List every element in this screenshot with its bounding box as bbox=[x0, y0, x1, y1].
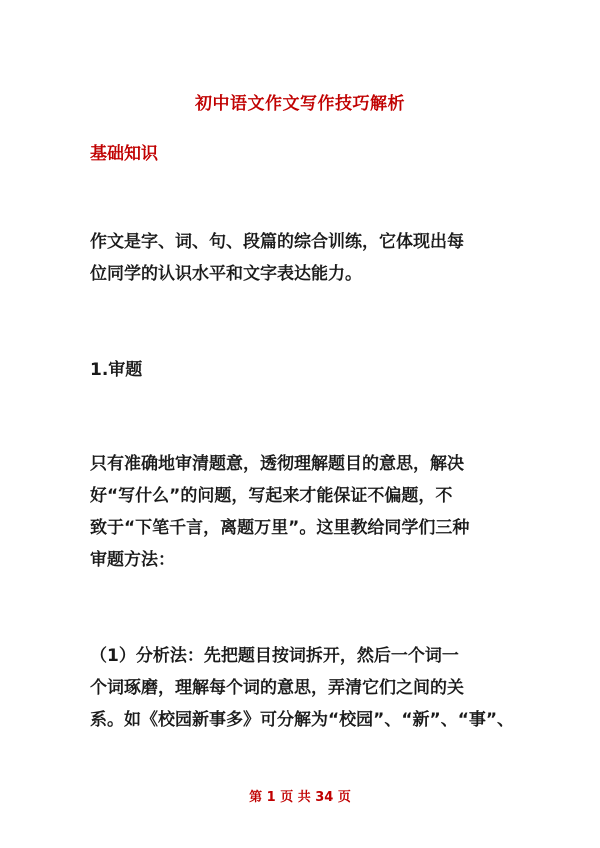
subheading-text: 1.审题 bbox=[90, 360, 143, 380]
paragraph-line: 好“写什么”的问题，写起来才能保证不偏题，不 bbox=[90, 486, 453, 506]
paragraph-line: 位同学的认识水平和文字表达能力。 bbox=[90, 264, 362, 284]
paragraph-line: 只有准确地审清题意，透彻理解题目的意思，解决 bbox=[90, 454, 464, 474]
paragraph-review-method bbox=[90, 448, 520, 576]
paragraph-analysis-method bbox=[90, 640, 520, 736]
paragraph-line: 致于“下笔千言，离题万里”。这里教给同学们三种 bbox=[90, 518, 470, 538]
paragraph-line: 系。如《校园新事多》可分解为“校园”、“新”、“事”、 bbox=[90, 710, 515, 730]
paragraph-line: 个词琢磨，理解每个词的意思，弄清它们之间的关 bbox=[90, 678, 464, 698]
page-footer: 第 1 页 共 34 页 bbox=[249, 790, 351, 805]
paragraph-line: （1）分析法：先把题目按词拆开，然后一个词一 bbox=[90, 646, 459, 666]
paragraph-intro bbox=[90, 226, 520, 290]
paragraph-line: 作文是字、词、句、段篇的综合训练，它体现出每 bbox=[90, 232, 464, 252]
paragraph-line: 审题方法： bbox=[90, 550, 175, 570]
subheading-review-topic bbox=[90, 354, 520, 386]
section-heading: 基础知识 bbox=[90, 144, 158, 164]
document-title: 初中语文作文写作技巧解析 bbox=[195, 94, 405, 114]
